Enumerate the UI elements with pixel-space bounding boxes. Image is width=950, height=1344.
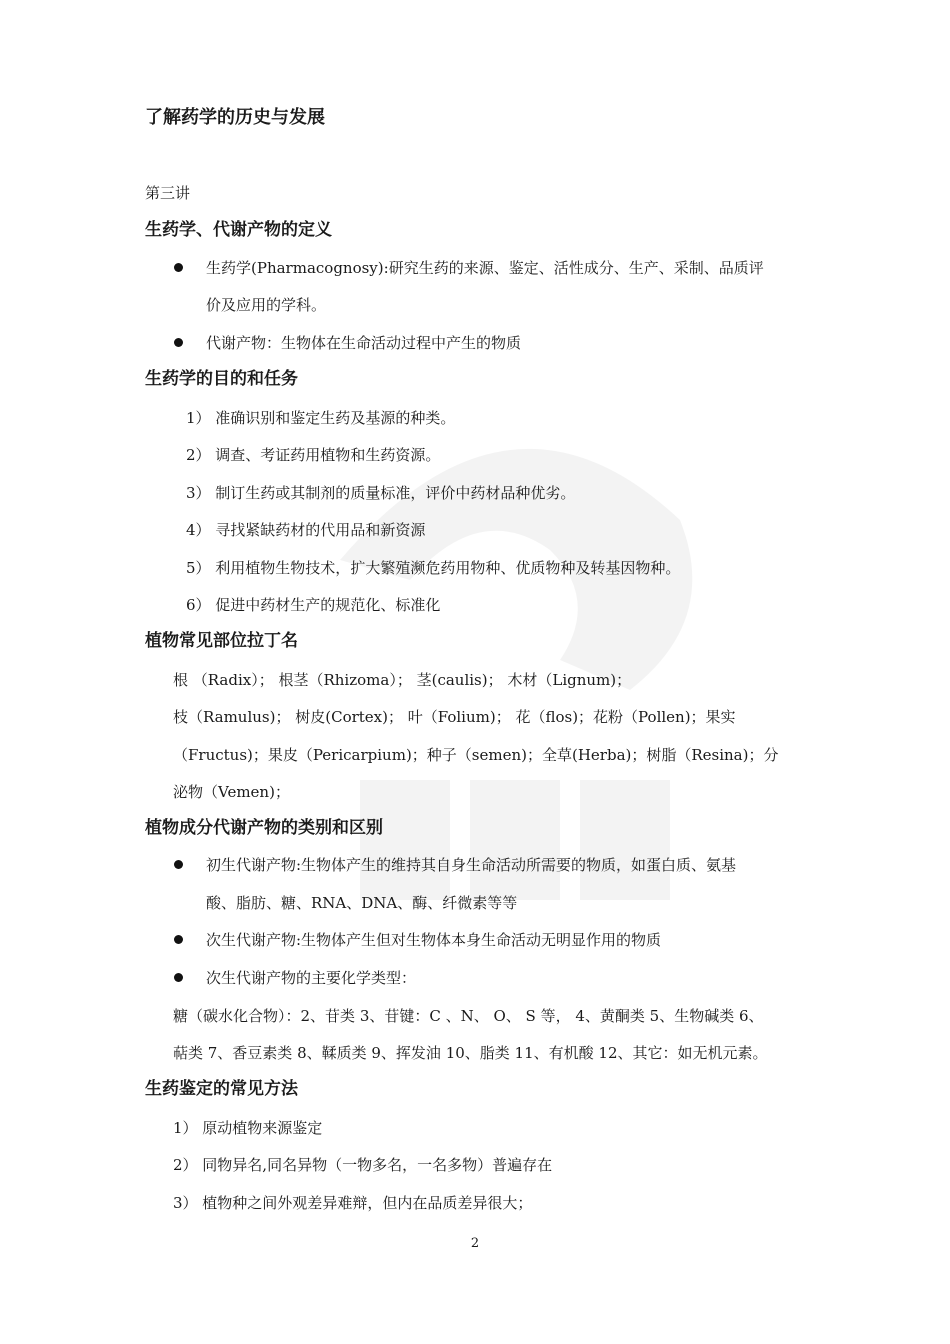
list-item: 5） 利用植物生物技术，扩大繁殖濒危药用物种、优质物种及转基因物种。 [186, 559, 681, 577]
chemical-types-line: 糖（碳水化合物）：2、苷类 3、苷键：C 、N、 O、 S 等， 4、黄酮类 5、生物碱类 6、 [173, 1007, 764, 1025]
definition-pharmacognosy: 生药学(Pharmacognosy):研究生药的来源、鉴定、活性成分、生产、采制、品质评 [206, 259, 764, 277]
list-item: 3） 制订生药或其制剂的质量标准，评价中药材品种优劣。 [186, 484, 576, 502]
list-item: 4） 寻找紧缺药材的代用品和新资源 [186, 521, 426, 539]
list-item: 6） 促进中药材生产的规范化、标准化 [186, 596, 441, 614]
section-heading-definitions: 生药学、代谢产物的定义 [145, 220, 332, 240]
bullet-icon [174, 338, 183, 347]
primary-metabolite-cont: 酸、脂肪、糖、RNA、DNA、酶、纤微素等等 [206, 894, 518, 912]
latin-names-line: 枝（Ramulus)； 树皮(Cortex)； 叶（Folium)； 花（flos)；花粉（Pollen)；果实 [173, 708, 736, 726]
bullet-icon [174, 860, 183, 869]
list-item: 1） 原动植物来源鉴定 [173, 1119, 323, 1137]
section-heading-goals: 生药学的目的和任务 [145, 369, 298, 389]
latin-names-line: 泌物（Vemen)； [173, 783, 290, 801]
section-heading-identification: 生药鉴定的常见方法 [145, 1079, 298, 1099]
bullet-icon [174, 935, 183, 944]
list-item: 2） 同物异名,同名异物（一物多名，一名多物）普遍存在 [173, 1156, 553, 1174]
secondary-metabolite: 次生代谢产物:生物体产生但对生物体本身生命活动无明显作用的物质 [206, 931, 662, 949]
secondary-metabolite-types: 次生代谢产物的主要化学类型： [206, 969, 417, 987]
page-number: 2 [470, 1236, 480, 1251]
latin-names-line: （Fructus)；果皮（Pericarpium)；种子（semen)；全草(Herba)；树脂（Resina)；分 [173, 746, 779, 764]
list-item: 3） 植物种之间外观差异难辩，但内在品质差异很大； [173, 1194, 533, 1212]
definition-metabolite: 代谢产物：生物体在生命活动过程中产生的物质 [206, 334, 522, 352]
lecture-label: 第三讲 [145, 184, 191, 202]
list-item: 1） 准确识别和鉴定生药及基源的种类。 [186, 409, 456, 427]
bullet-icon [174, 973, 183, 982]
latin-names-line: 根 （Radix）； 根茎（Rhizoma）； 茎(caulis)； 木材（Lignum)； [173, 671, 632, 689]
list-item: 2） 调查、考证药用植物和生药资源。 [186, 446, 441, 464]
section-heading-metabolites: 植物成分代谢产物的类别和区别 [145, 818, 383, 838]
chemical-types-line: 萜类 7、香豆素类 8、鞣质类 9、挥发油 10、脂类 11、有机酸 12、其它：如无机元素。 [173, 1044, 768, 1062]
primary-metabolite: 初生代谢产物:生物体产生的维持其自身生命活动所需要的物质，如蛋白质、氨基 [206, 856, 737, 874]
top-title: 了解药学的历史与发展 [145, 107, 325, 128]
section-heading-latin-names: 植物常见部位拉丁名 [145, 631, 298, 651]
definition-pharmacognosy-cont: 价及应用的学科。 [206, 296, 327, 314]
bullet-icon [174, 263, 183, 272]
